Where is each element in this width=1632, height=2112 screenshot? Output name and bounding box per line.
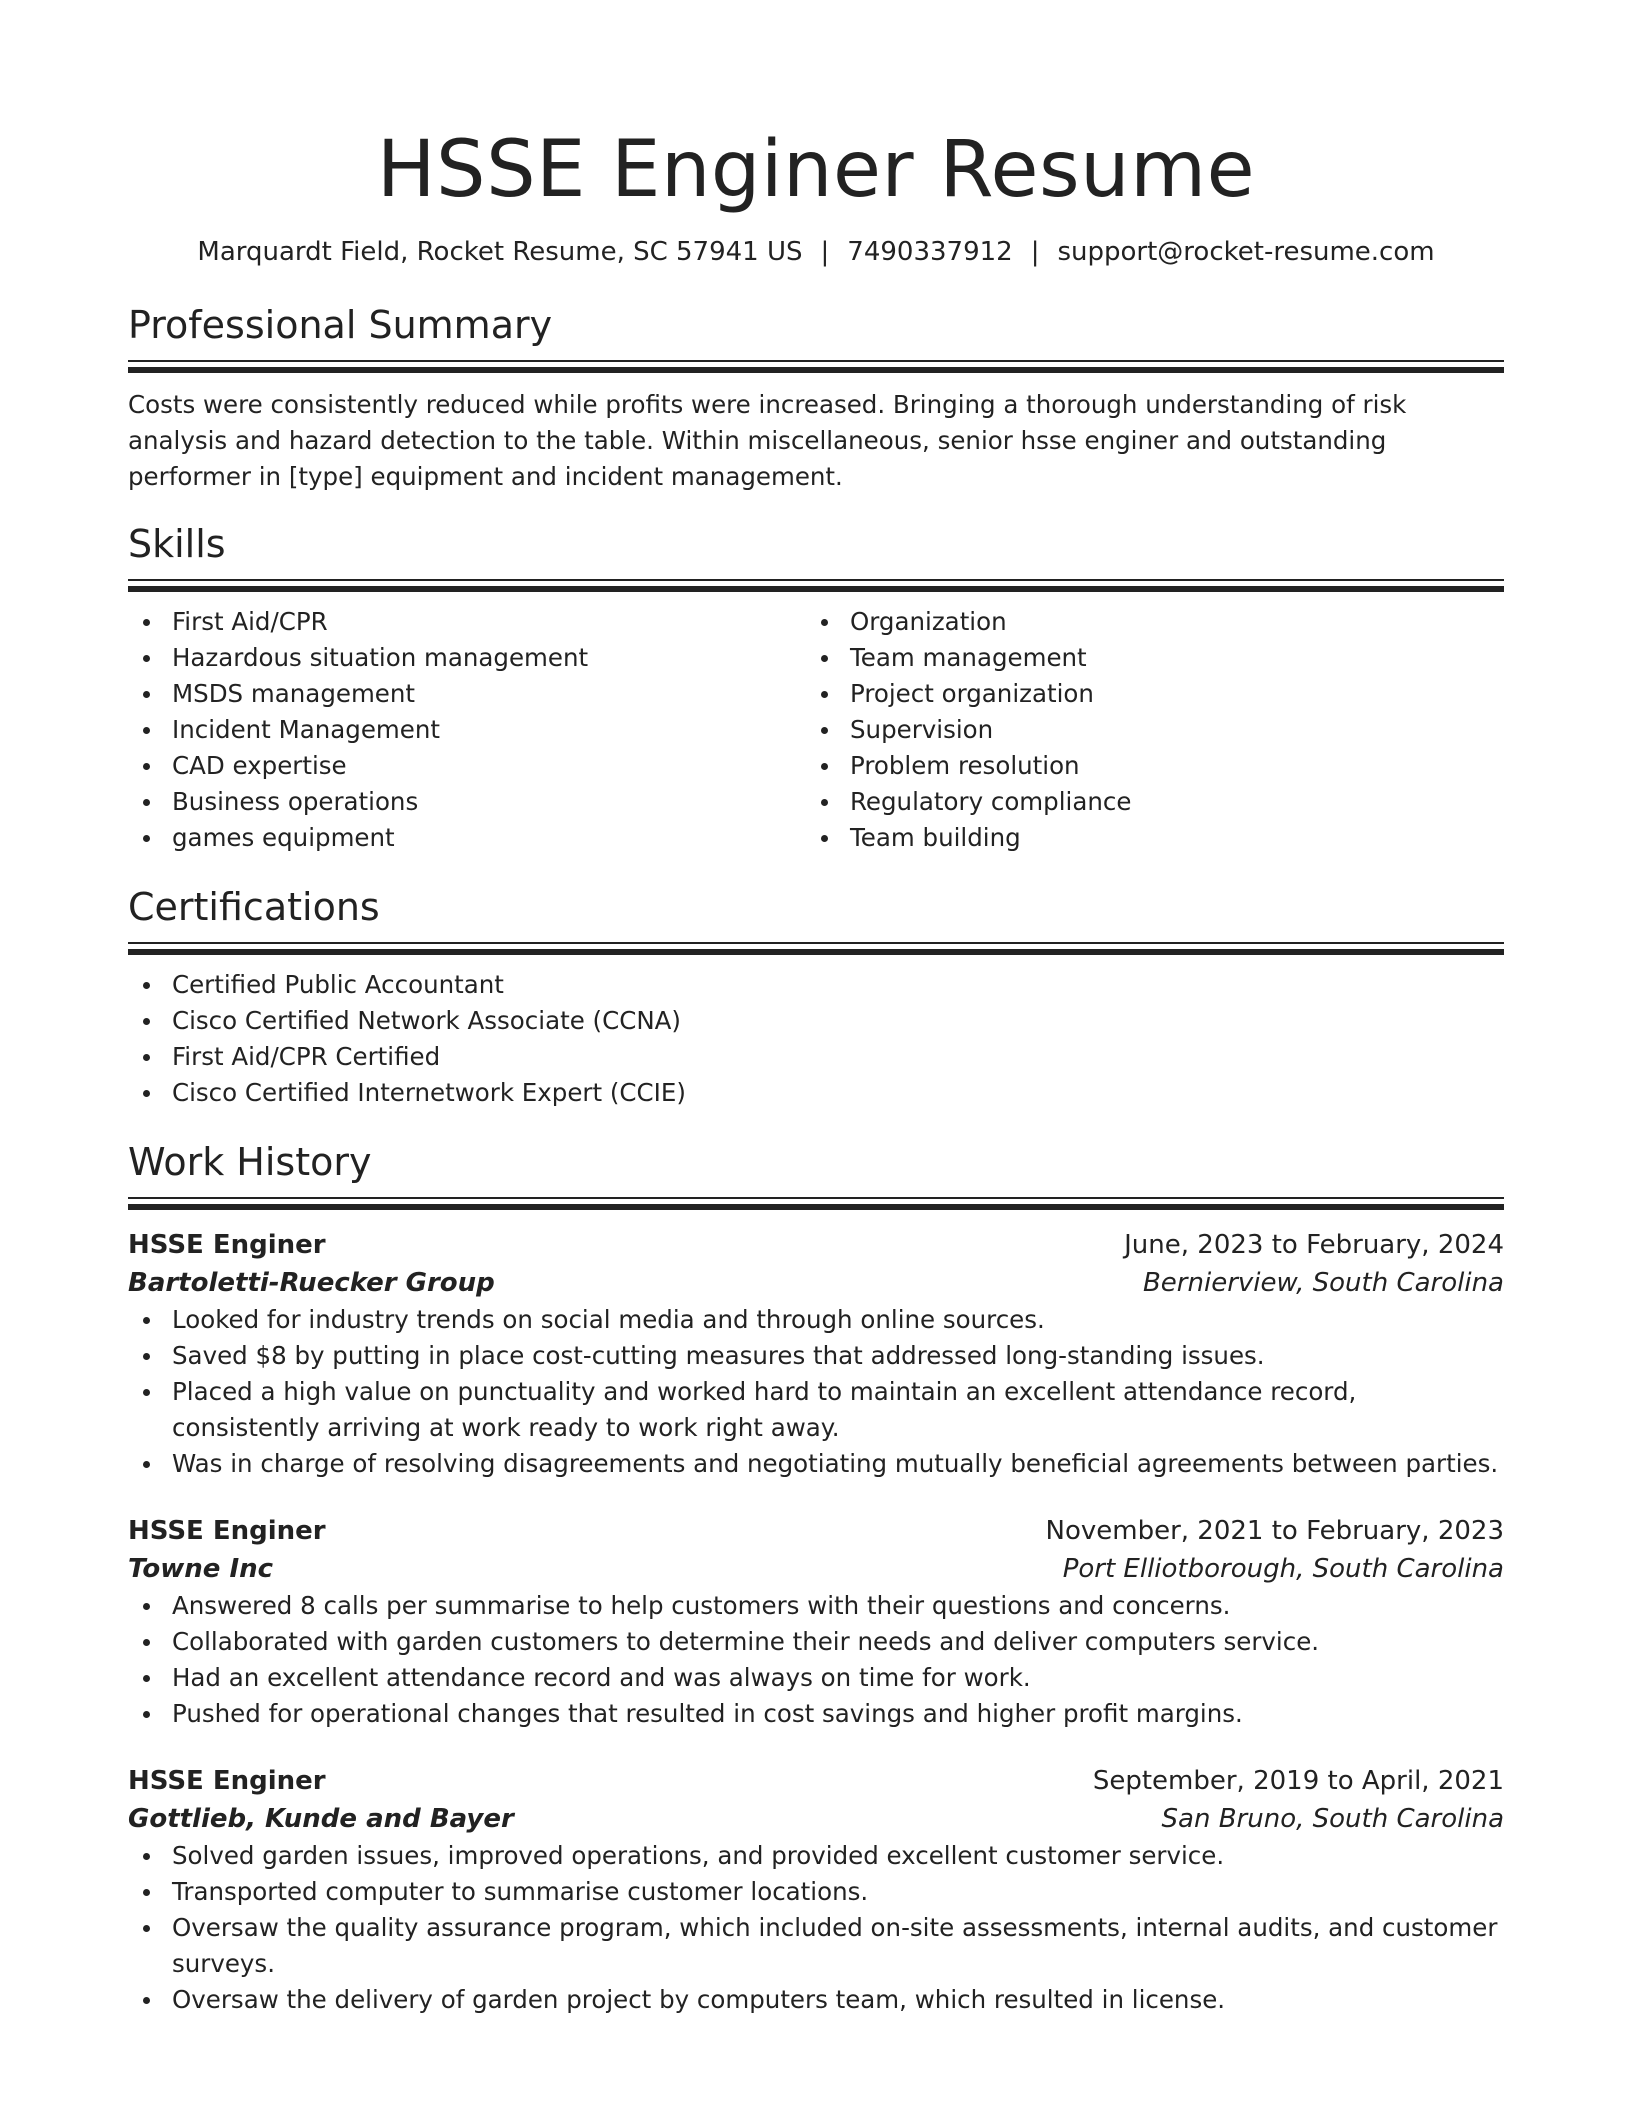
- job-bullet: Transported computer to summarise customer locations.: [128, 1874, 1504, 1910]
- certifications-section: [128, 882, 1504, 1111]
- skill-item: MSDS management: [128, 676, 806, 712]
- work-history-section: [128, 1137, 1504, 2018]
- job-bullet: Saved $8 by putting in place cost-cutting measures that addressed long-standing issues.: [128, 1338, 1504, 1374]
- job-title: HSSE Enginer: [128, 1230, 326, 1260]
- certifications-list: [128, 967, 1504, 1111]
- job-dates: September, 2019 to April, 2021: [1092, 1766, 1504, 1796]
- job-bullet: Solved garden issues, improved operations, and provided excellent customer service.: [128, 1838, 1504, 1874]
- skills-heading: Skills: [128, 522, 226, 566]
- job-bullet: Was in charge of resolving disagreements and negotiating mutually beneficial agreements between parties.: [128, 1446, 1504, 1482]
- job-location: Bernierview, South Carolina: [1142, 1268, 1504, 1298]
- job-company: Gottlieb, Kunde and Bayer: [128, 1804, 514, 1834]
- skill-item: Team management: [806, 640, 1484, 676]
- job-bullets: [128, 1588, 1504, 1732]
- work-history-heading: Work History: [128, 1140, 372, 1184]
- skill-item: CAD expertise: [128, 748, 806, 784]
- job-bullet: Collaborated with garden customers to determine their needs and deliver computers service.: [128, 1624, 1504, 1660]
- skills-columns: [128, 604, 1504, 856]
- skill-item: Team building: [806, 820, 1484, 856]
- skill-item: Supervision: [806, 712, 1484, 748]
- job-title: HSSE Enginer: [128, 1766, 326, 1796]
- summary-section: [128, 300, 1504, 495]
- certification-item: First Aid/CPR Certified: [128, 1039, 1504, 1075]
- skill-item: Project organization: [806, 676, 1484, 712]
- job-title: HSSE Enginer: [128, 1516, 326, 1546]
- job-subheader: [128, 1800, 1504, 1838]
- summary-text: Costs were consistently reduced while profits were increased. Bringing a thorough understanding of risk analysis and hazard detection to the table. Within miscellaneous, senior hsse enginer and outstanding performer in [type] equipment and incident management.: [128, 390, 1407, 491]
- section-divider: [128, 579, 1504, 592]
- summary-heading: Professional Summary: [128, 303, 553, 347]
- skills-list-left: [128, 604, 806, 856]
- skill-item: games equipment: [128, 820, 806, 856]
- job-header: [128, 1226, 1504, 1264]
- job-dates: November, 2021 to February, 2023: [1045, 1516, 1504, 1546]
- job-location: Port Elliotborough, South Carolina: [1062, 1554, 1504, 1584]
- skills-section: [128, 519, 1504, 856]
- skill-item: Regulatory compliance: [806, 784, 1484, 820]
- skill-item: Business operations: [128, 784, 806, 820]
- job-bullet: Answered 8 calls per summarise to help customers with their questions and concerns.: [128, 1588, 1504, 1624]
- job-entry: [128, 1512, 1504, 1732]
- contact-email: support@rocket-resume.com: [1057, 237, 1435, 267]
- job-bullets: [128, 1838, 1504, 2018]
- job-bullet: Oversaw the delivery of garden project by computers team, which resulted in license.: [128, 1982, 1504, 2018]
- job-bullet: Had an excellent attendance record and was always on time for work.: [128, 1660, 1504, 1696]
- certification-item: Cisco Certified Internetwork Expert (CCIE): [128, 1075, 1504, 1111]
- job-entry: [128, 1226, 1504, 1482]
- section-divider: [128, 360, 1504, 373]
- certifications-heading: Certifications: [128, 885, 380, 929]
- section-divider: [128, 1197, 1504, 1210]
- job-header: [128, 1512, 1504, 1550]
- skill-item: Hazardous situation management: [128, 640, 806, 676]
- job-header: [128, 1762, 1504, 1800]
- contact-separator: |: [820, 237, 830, 267]
- job-bullets: [128, 1302, 1504, 1482]
- skill-item: First Aid/CPR: [128, 604, 806, 640]
- job-entry: [128, 1762, 1504, 2018]
- contact-address: Marquardt Field, Rocket Resume, SC 57941 US: [197, 237, 803, 267]
- job-subheader: [128, 1264, 1504, 1302]
- contact-line: [128, 234, 1504, 270]
- job-bullet: Pushed for operational changes that resulted in cost savings and higher profit margins.: [128, 1696, 1504, 1732]
- job-company: Towne Inc: [128, 1554, 274, 1584]
- skills-list-right: [806, 604, 1484, 856]
- contact-phone: 7490337912: [847, 237, 1013, 267]
- job-location: San Bruno, South Carolina: [1161, 1804, 1504, 1834]
- resume-title: HSSE Enginer Resume: [376, 125, 1256, 215]
- contact-separator: |: [1030, 237, 1040, 267]
- skill-item: Incident Management: [128, 712, 806, 748]
- skill-item: Organization: [806, 604, 1484, 640]
- skill-item: Problem resolution: [806, 748, 1484, 784]
- job-bullet: Looked for industry trends on social media and through online sources.: [128, 1302, 1504, 1338]
- job-dates: June, 2023 to February, 2024: [1124, 1230, 1504, 1260]
- resume-page: [128, 0, 1504, 2018]
- certification-item: Certified Public Accountant: [128, 967, 1504, 1003]
- section-divider: [128, 942, 1504, 955]
- job-subheader: [128, 1550, 1504, 1588]
- job-company: Bartoletti-Ruecker Group: [128, 1268, 495, 1298]
- certification-item: Cisco Certified Network Associate (CCNA): [128, 1003, 1504, 1039]
- job-bullet: Oversaw the quality assurance program, which included on-site assessments, internal audits, and customer surveys.: [128, 1910, 1504, 1982]
- job-bullet: Placed a high value on punctuality and worked hard to maintain an excellent attendance record, consistently arriving at work ready to work right away.: [128, 1374, 1504, 1446]
